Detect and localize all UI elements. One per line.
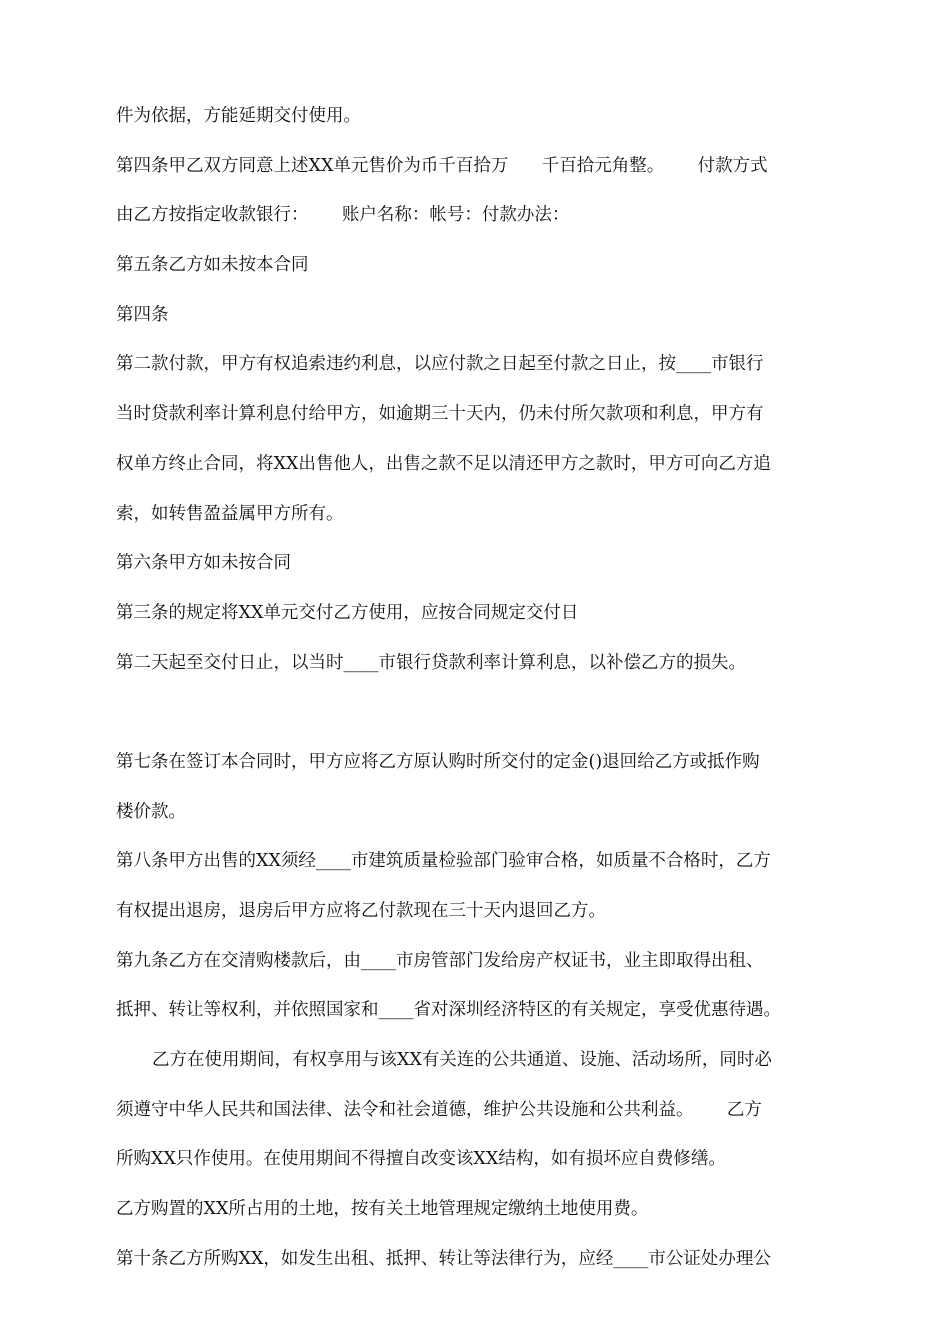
paragraph-line: 第四条甲乙双方同意上述XX单元售价为币千百拾万 千百拾元角整。 付款方式 [116,155,768,176]
paragraph-line: 第三条的规定将XX单元交付乙方使用，应按合同规定交付日 [116,602,579,623]
paragraph-line: 须遵守中华人民共和国法律、法令和社会道德，维护公共设施和公共利益。 乙方 [116,1099,762,1120]
paragraph-line: 件为依据，方能延期交付使用。 [116,106,361,126]
paragraph-line: 第二款付款，甲方有权追索违约利息，以应付款之日起至付款之日止，按____市银行 [116,354,764,375]
document-body [116,92,856,1285]
paragraph-line: 抵押、转让等权利，并依照国家和____省对深圳经济特区的有关规定，享受优惠待遇。 [116,1000,781,1021]
paragraph-line: 楼价款。 [116,801,186,822]
paragraph-line: 由乙方按指定收款银行： 账户名称：帐号：付款办法： [116,205,570,226]
paragraph-line: 权单方终止合同，将XX出售他人，出售之款不足以清还甲方之款时，甲方可向乙方追 [116,453,771,474]
paragraph-line: 第十条乙方所购XX，如发生出租、抵押、转让等法律行为，应经____市公证处办理公 [116,1248,771,1269]
paragraph-line: 乙方在使用期间，有权享用与该XX有关连的公共通道、设施、活动场所，同时必 [152,1050,772,1071]
paragraph-line: 乙方购置的XX所占用的土地，按有关土地管理规定缴纳土地使用费。 [116,1199,649,1220]
paragraph-line: 第四条 [116,304,169,325]
paragraph-line: 第七条在签订本合同时，甲方应将乙方原认购时所交付的定金()退回给乙方或抵作购 [116,751,760,772]
blank-line [116,688,856,738]
paragraph-line: 第八条甲方出售的XX须经____市建筑质量检验部门验审合格，如质量不合格时，乙方 [116,851,771,872]
paragraph-line: 索，如转售盈益属甲方所有。 [116,503,344,524]
paragraph-line: 所购XX只作使用。在使用期间不得擅自改变该XX结构，如有损坏应自费修缮。 [116,1149,726,1170]
paragraph-line: 第九条乙方在交清购楼款后，由____市房管部门发给房产权证书，业主即取得出租、 [116,950,764,971]
paragraph-line: 第六条甲方如未按合同 [116,553,291,574]
paragraph-line: 第二天起至交付日止，以当时____市银行贷款利率计算利息，以补偿乙方的损失。 [116,652,746,673]
paragraph-line: 当时贷款利率计算利息付给甲方，如逾期三十天内，仍未付所欠款项和利息，甲方有 [116,404,764,425]
paragraph-line: 第五条乙方如未按本合同 [116,255,309,276]
paragraph-line: 有权提出退房，退房后甲方应将乙付款现在三十天内退回乙方。 [116,901,606,921]
